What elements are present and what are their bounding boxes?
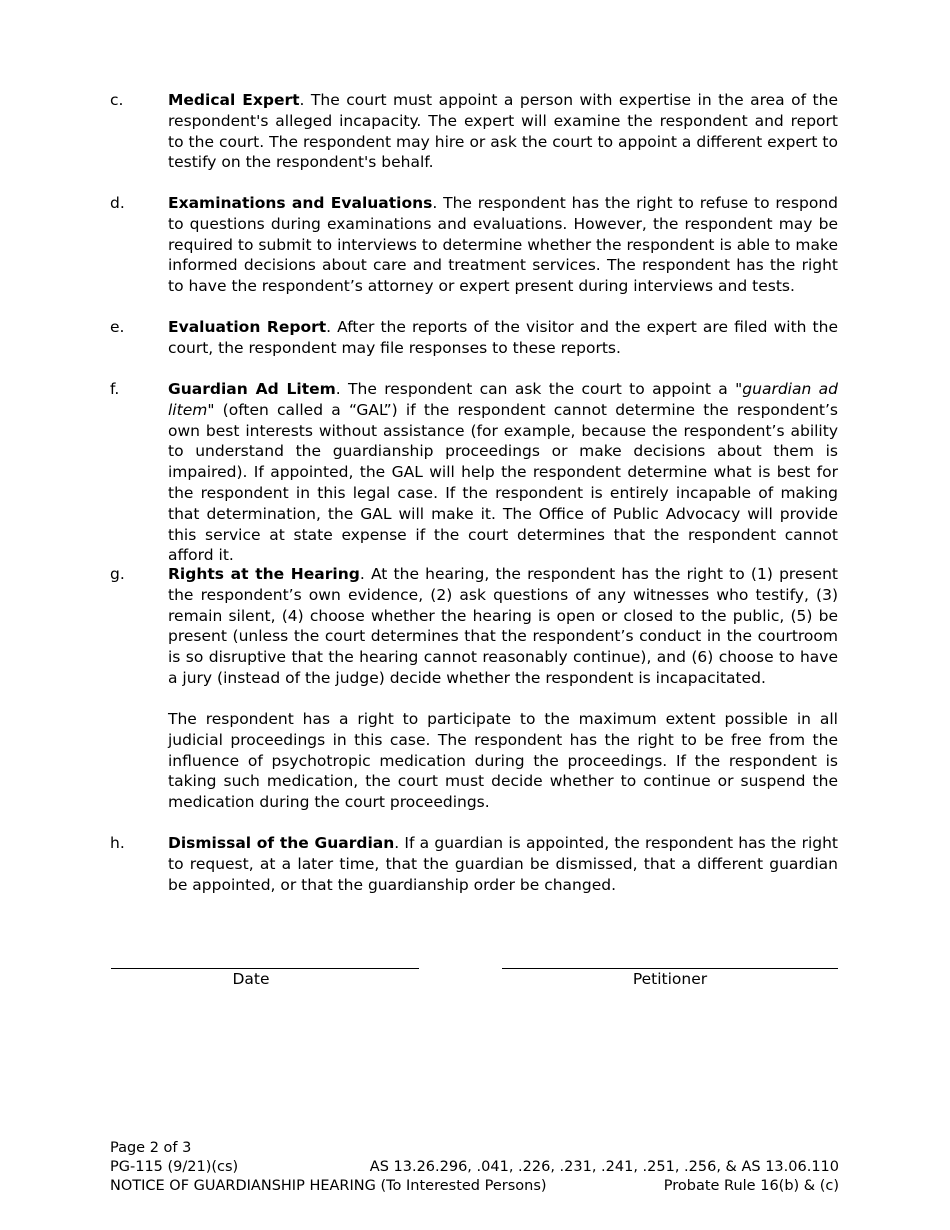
section-text: . At the hearing, the respondent has the right to (1) present the respondent’s own evidence, (2) ask questions of any witnesses who testify, (3) remain silent, (4) choose whether the hearing is open or closed to the public, (5) be present (unless the court determines that the respondent’s conduct in the courtroom is so disruptive that the hearing cannot reasonably continue), and (6) choose to have a jury (instead of the judge) decide whether the respondent is incapacitated.	[168, 565, 838, 687]
section-text: . The respondent has the right to refuse to respond to questions during examinations and evaluations. However, the respondent may be required to submit to interviews to determine whether the respondent is able to make informed decisions about care and treatment services. The respondent has the right to have the respondent’s attorney or expert present during interviews and tests.	[168, 194, 838, 296]
section-body	[168, 90, 838, 173]
section-heading: Guardian Ad Litem	[168, 380, 336, 398]
section-letter: c.	[110, 91, 124, 109]
section-body: The respondent has a right to participate to the maximum extent possible in all judicial proceedings in this case. The respondent has the right to be free from the influence of psychotropic medication during the proceedings. If the respondent is taking such medication, the court must decide whether to continue or suspend the medication during the court proceedings.	[168, 710, 838, 812]
section-text-italic: guardian ad litem	[168, 380, 838, 419]
section-letter: g.	[110, 565, 125, 583]
section-text: . After the reports of the visitor and the expert are filed with the court, the respondent may file responses to these reports.	[168, 318, 838, 357]
section-letter: f.	[110, 380, 120, 398]
footer-page-number	[110, 1139, 839, 1158]
section-heading: Medical Expert	[168, 91, 300, 109]
date-label: Date	[232, 970, 270, 988]
section-text-before: . The respondent can ask the court to appoint a "	[335, 380, 743, 398]
section-letter: e.	[110, 318, 125, 336]
footer-row-title	[110, 1177, 839, 1196]
footer-row-form	[110, 1158, 839, 1177]
form-title: NOTICE OF GUARDIANSHIP HEARING (To Interested Persons)	[110, 1178, 547, 1194]
section-body	[168, 564, 838, 689]
section-heading: Rights at the Hearing	[168, 565, 360, 583]
petitioner-label: Petitioner	[632, 970, 708, 988]
section-text: . The court must appoint a person with expertise in the area of the respondent's alleged incapacity. The expert will examine the respondent and report to the court. The respondent may hire or ask the court to appoint a different expert to testify on the respondent's behalf.	[168, 91, 838, 172]
section-letter: d.	[110, 194, 125, 212]
section-heading: Evaluation Report	[168, 318, 327, 336]
section-text: . If a guardian is appointed, the respondent has the right to request, at a later time, that the guardian be dismissed, that a different guardian be appointed, or that the guardianship order be changed.	[168, 834, 838, 894]
statutes: AS 13.26.296, .041, .226, .231, .241, .251, .256, & AS 13.06.110	[369, 1159, 839, 1175]
section-heading: Examinations and Evaluations	[168, 194, 433, 212]
form-number: PG-115 (9/21)(cs)	[110, 1159, 239, 1175]
section-body	[168, 833, 838, 895]
section-letter: h.	[110, 834, 125, 852]
probate-rule: Probate Rule 16(b) & (c)	[663, 1178, 839, 1194]
section-body	[168, 379, 838, 566]
section-body	[168, 193, 838, 297]
section-text-after: " (often called a “GAL”) if the respondent cannot determine the respondent’s own best interests without assistance (for example, because the respondent’s ability to understand the guardianship proceedings or make decisions about them is impaired). If appointed, the GAL will help the respondent determine what is best for the respondent in this legal case. If the respondent is entirely incapable of making that determination, the GAL will make it. The Office of Public Advocacy will provide this service at state expense if the court determines that the respondent cannot afford it.	[168, 400, 838, 565]
section-body	[168, 317, 838, 359]
page-number: Page 2 of 3	[110, 1140, 192, 1156]
section-heading: Dismissal of the Guardian	[168, 834, 395, 852]
